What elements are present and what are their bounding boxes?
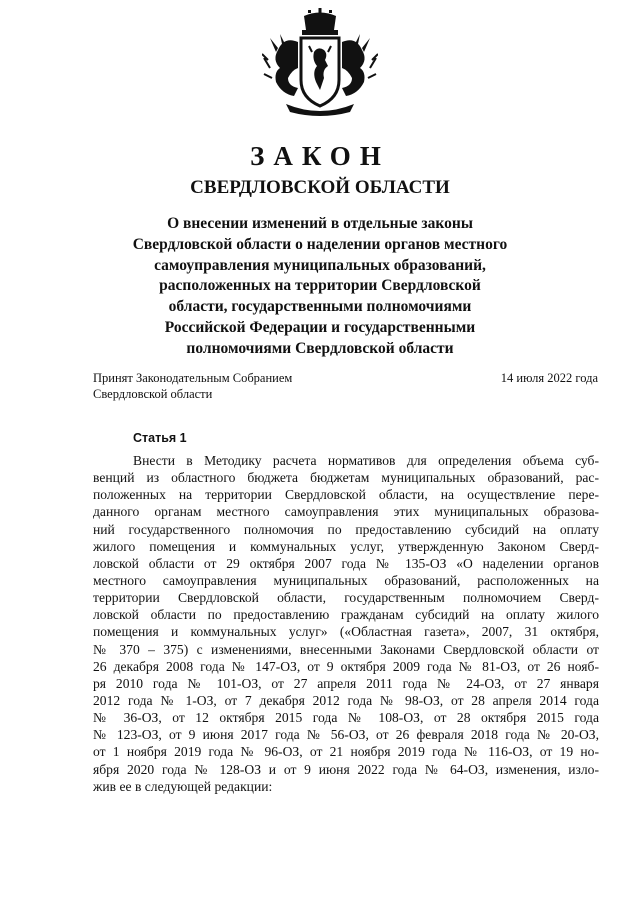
law-title-line: самоуправления муниципальных образований, xyxy=(154,256,486,274)
article-line: 26 декабря 2008 года № 147-ОЗ, от 9 октября 2009 года № 81-ОЗ, от 26 нояб- xyxy=(93,658,599,674)
law-title-line: области, государственными полномочиями xyxy=(168,298,472,316)
article-line: местного самоуправления муниципальных образований, расположенных на xyxy=(93,572,599,588)
law-title-line: расположенных на территории Свердловской xyxy=(159,277,481,295)
article-line: территории Свердловской области, государственным полномочием Сверд- xyxy=(93,590,599,606)
document-type-heading: ЗАКОН xyxy=(250,141,390,171)
article-line: 2012 года № 1-ОЗ, от 7 декабря 2012 года № 98-ОЗ, от 28 апреля 2014 года xyxy=(93,692,599,708)
article-line: помещения и коммунальных услуг» («Областная газета», 2007, 31 октября, xyxy=(93,624,599,640)
article-line: № 36-ОЗ, от 12 октября 2015 года № 108-ОЗ, от 28 октября 2015 года xyxy=(93,710,599,726)
adoption-line: Принят Законодательным Собранием xyxy=(93,371,293,385)
adoption-body xyxy=(93,370,292,402)
article-line: ловской области от 29 октября 2007 года № 135-ОЗ «О наделении органов xyxy=(93,555,599,571)
adoption-line: Свердловской области xyxy=(93,387,213,401)
article-line: жив ее в следующей редакции: xyxy=(93,778,273,794)
article-line: данного органам местного самоуправления этих муниципальных образова- xyxy=(93,504,599,520)
article-line: ября 2020 года № 128-ОЗ и от 9 июня 2022 года № 64-ОЗ, изменения, изло- xyxy=(93,761,599,777)
law-title-line: Российской Федерации и государственными xyxy=(164,318,476,336)
article-line: ря 2010 года № 101-ОЗ, от 27 апреля 2011 года № 24-ОЗ, от 27 января xyxy=(93,675,599,691)
law-title-line: полномочиями Свердловской области xyxy=(186,339,454,357)
article-line: № 370 – 375) с изменениями, внесенными Законами Свердловской области от xyxy=(93,641,599,657)
article-line: положенных на территории Свердловской области, на осуществление пере- xyxy=(93,487,599,503)
article-line: № 123-ОЗ, от 9 июня 2017 года № 56-ОЗ, от 26 февраля 2018 года № 20-ОЗ, xyxy=(93,727,599,743)
law-title-line: О внесении изменений в отдельные законы xyxy=(167,215,473,232)
article-line: Внести в Методику расчета нормативов для определения объема суб- xyxy=(133,453,599,468)
adoption-date: 14 июля 2022 года xyxy=(500,371,598,385)
coat-of-arms-emblem xyxy=(262,8,378,118)
article-line: жилого помещения и коммунальных услуг, утвержденную Законом Сверд- xyxy=(93,538,599,554)
article-line: ний государственного полномочия по предоставлению субсидий на оплату xyxy=(93,521,599,537)
article-heading: Статья 1 xyxy=(133,431,187,445)
article-line: от 1 ноября 2019 года № 96-ОЗ, от 21 ноября 2019 года № 116-ОЗ, от 19 но- xyxy=(93,744,599,760)
article-text xyxy=(93,452,599,795)
issuing-region-heading: СВЕРДЛОВСКОЙ ОБЛАСТИ xyxy=(190,177,450,198)
law-title-line: Свердловской области о наделении органов местного xyxy=(132,235,508,253)
law-title xyxy=(110,214,530,360)
article-line: венций из областного бюджета бюджетам муниципальных образований, рас- xyxy=(93,470,599,486)
article-line: ловской области по предоставлению гражданам субсидий на оплату жилого xyxy=(93,607,599,623)
